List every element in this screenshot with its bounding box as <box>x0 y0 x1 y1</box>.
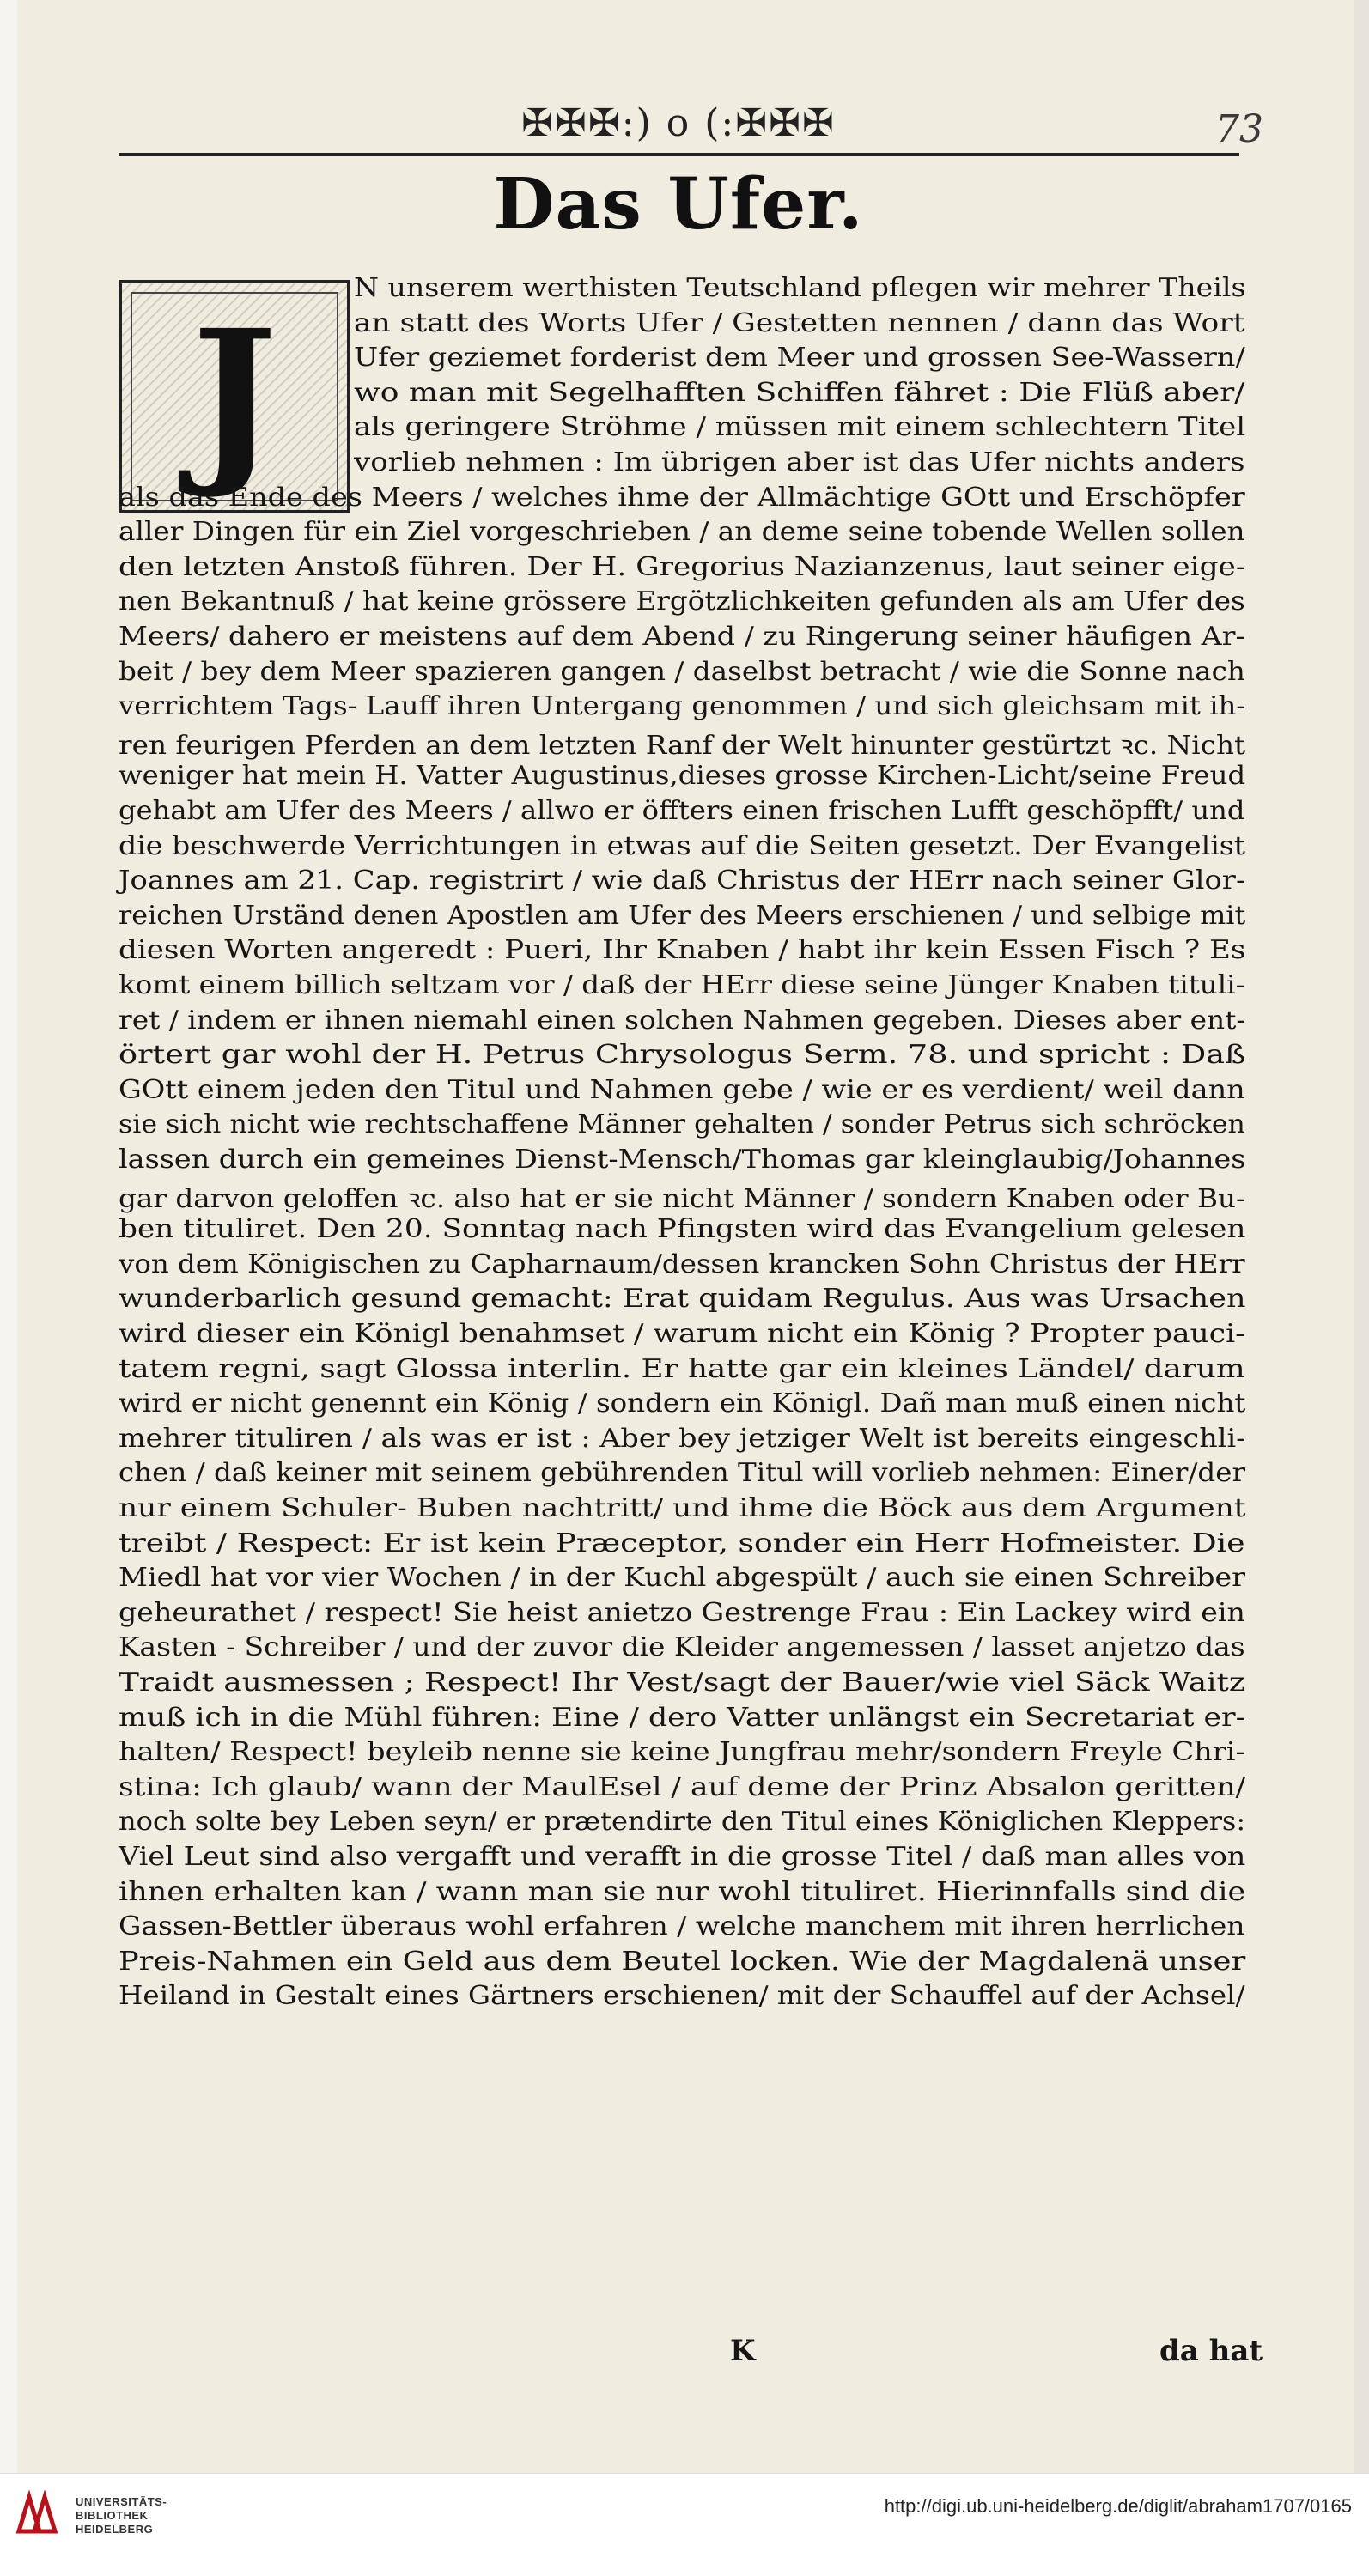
text-line: Heiland in Gestalt eines Gärtners erschienen/ mit der Schauffel auf der Achsel/ <box>119 1981 1245 2012</box>
text-line: muß ich in die Mühl führen: Eine / dero Vatter unlängst ein Secretariat er- <box>119 1702 1246 1733</box>
library-logo-icon <box>14 2488 65 2540</box>
text-line: als das Ende des Meers / welches ihme der Allmächtige GOtt und Erschöpfer <box>119 482 1245 513</box>
text-line: Kasten - Schreiber / und der zuvor die Kleider angemessen / lasset anjetzo das <box>119 1632 1245 1663</box>
text-line: Joannes am 21. Cap. registrirt / wie daß Christus der HErr nach seiner Glor- <box>119 866 1246 896</box>
text-line: Traidt ausmessen ; Respect! Ihr Vest/sagt der Bauer/wie viel Säck Waitz <box>119 1668 1245 1698</box>
signature-mark: K <box>730 2334 756 2368</box>
text-line: als geringere Ströhme / müssen mit einem schlechtern Titel <box>354 412 1246 443</box>
text-line: stina: Ich glaub/ wann der MaulEsel / auf deme der Prinz Absalon geritten/ <box>119 1771 1246 1802</box>
text-line: reichen Urständ denen Apostlen am Ufer des Meers erschienen / und selbige mit <box>119 900 1246 931</box>
text-line: ret / indem er ihnen niemahl einen solchen Nahmen gegeben. Dieses aber ent- <box>119 1005 1246 1036</box>
text-line: Preis-Nahmen ein Geld aus dem Beutel locken. Wie der Magdalenä unser <box>119 1946 1246 1977</box>
text-line: komt einem billich seltzam vor / daß der HErr diese seine Jünger Knaben tituli- <box>119 970 1245 1000</box>
text-line: verrichtem Tags- Lauff ihren Untergang genommen / und sich gleichsam mit ih- <box>119 691 1246 722</box>
text-line: treibt / Respect: Er ist kein Præceptor, sonder ein Herr Hofmeister. Die <box>119 1528 1245 1558</box>
text-line: geheurathet / respect! Sie heist anietzo Gestrenge Frau : Ein Lackey wird ein <box>119 1597 1245 1628</box>
initial-letter: J <box>192 290 277 502</box>
library-name-line-1: UNIVERSITÄTS- <box>76 2495 167 2508</box>
text-line: ihnen erhalten kan / wann man sie nur wohl tituliret. Hierinnfalls sind die <box>119 1876 1246 1907</box>
text-line: Viel Leut sind also vergafft und verafft in die grosse Titel / daß man alles von <box>119 1842 1246 1872</box>
text-line: gar darvon geloffen ꝛc. also hat er sie nicht Männer / sondern Knaben oder Bu- <box>119 1183 1246 1214</box>
text-line: Ufer geziemet forderist dem Meer und grossen See-Wassern/ <box>354 343 1245 374</box>
text-line: Gassen-Bettler überaus wohl erfahren / welche manchem mit ihren herrlichen <box>119 1911 1245 1942</box>
text-line: diesen Worten angeredt : Pueri, Ihr Knaben / habt ihr kein Essen Fisch ? Es <box>119 935 1246 966</box>
text-line: wird dieser ein Königl benahmset / warum nicht ein König ? Propter pauci- <box>119 1319 1245 1349</box>
text-line: von dem Königischen zu Capharnaum/dessen krancken Sohn Christus der HErr <box>119 1249 1245 1279</box>
text-line: halten/ Respect! beyleib nenne sie keine Jungfrau mehr/sondern Freyle Chri- <box>119 1737 1245 1768</box>
page-title: Das Ufer. <box>493 163 864 246</box>
text-line: chen / daß keiner mit seinem gebührenden Titul will vorlieb nehmen: Einer/der <box>119 1458 1246 1489</box>
page-number: 73 <box>1215 107 1263 151</box>
text-line: tatem regni, sagt Glossa interlin. Er hatte gar ein kleines Ländel/ darum <box>119 1353 1245 1384</box>
source-url[interactable]: http://digi.ub.uni-heidelberg.de/diglit/abraham1707/0165 <box>884 2495 1352 2517</box>
library-name-line-3: HEIDELBERG <box>76 2523 154 2536</box>
text-line: mehrer tituliren / als was er ist : Aber bey jetziger Welt ist bereits eingeschli- <box>119 1423 1246 1454</box>
text-line: nen Bekantnuß / hat keine grössere Ergötzlichkeiten gefunden als am Ufer des <box>119 586 1245 617</box>
text-line: ben tituliret. Den 20. Sonntag nach Pfingsten wird das Evangelium gelesen <box>119 1214 1246 1245</box>
text-line: beit / bey dem Meer spazieren gangen / daselbst betracht / wie die Sonne nach <box>119 656 1245 687</box>
library-name-line-2: BIBLIOTHEK <box>76 2509 149 2522</box>
text-line: aller Dingen für ein Ziel vorgeschrieben / an deme seine tobende Wellen sollen <box>119 517 1245 548</box>
header-ornament: ✠✠✠:) o (:✠✠✠ <box>521 101 836 145</box>
catchword: da hat <box>1159 2334 1263 2368</box>
text-line: die beschwerde Verrichtungen in etwas auf die Seiten gesetzt. Der Evangelist <box>119 830 1246 861</box>
text-line: wunderbarlich gesund gemacht: Erat quidam Regulus. Aus was Ursachen <box>119 1284 1246 1315</box>
text-line: GOtt einem jeden den Titul und Nahmen gebe / wie er es verdient/ weil dann <box>119 1074 1245 1105</box>
text-line: N unserem werthisten Teutschland pflegen wir mehrer Theils <box>354 273 1246 303</box>
book-page <box>17 0 1354 2473</box>
text-line: wird er nicht genennt ein König / sondern ein Königl. Dañ man muß einen nicht <box>119 1388 1246 1419</box>
text-line: weniger hat mein H. Vatter Augustinus,dieses grosse Kirchen-Licht/seine Freud <box>119 761 1246 792</box>
text-line: ren feurigen Pferden an dem letzten Ranf der Welt hinunter gestürtzt ꝛc. Nicht <box>119 730 1246 761</box>
body-text <box>17 0 1354 2473</box>
text-line: lassen durch ein gemeines Dienst-Mensch/Thomas gar kleinglaubig/Johannes <box>119 1145 1246 1175</box>
text-line: den letzten Anstoß führen. Der H. Gregorius Nazianzenus, laut seiner eige- <box>119 551 1246 582</box>
text-line: nur einem Schuler- Buben nachtritt/ und ihme die Böck aus dem Argument <box>119 1493 1246 1523</box>
text-line: örtert gar wohl der H. Petrus Chrysologus Serm. 78. und spricht : Daß <box>119 1040 1246 1071</box>
text-line: sie sich nicht wie rechtschaffene Männer gehalten / sonder Petrus sich schröcken <box>119 1109 1245 1140</box>
text-line: Meers/ dahero er meistens auf dem Abend / zu Ringerung seiner häufigen Ar- <box>119 622 1245 652</box>
footer-bar <box>0 2473 1369 2576</box>
text-line: Miedl hat vor vier Wochen / in der Kuchl abgespült / auch sie einen Schreiber <box>119 1563 1246 1594</box>
library-name <box>76 2495 167 2537</box>
text-line: vorlieb nehmen : Im übrigen aber ist das Ufer nichts anders <box>354 447 1245 477</box>
text-line: gehabt am Ufer des Meers / allwo er öffters einen frischen Lufft geschöpfft/ und <box>119 796 1245 826</box>
text-line: noch solte bey Leben seyn/ er prætendirte den Titul eines Königlichen Kleppers: <box>119 1807 1246 1838</box>
text-line: wo man mit Segelhafften Schiffen fähret : Die Flüß aber/ <box>354 377 1245 408</box>
text-line: an statt des Worts Ufer / Gestetten nennen / dann das Wort <box>354 307 1245 338</box>
